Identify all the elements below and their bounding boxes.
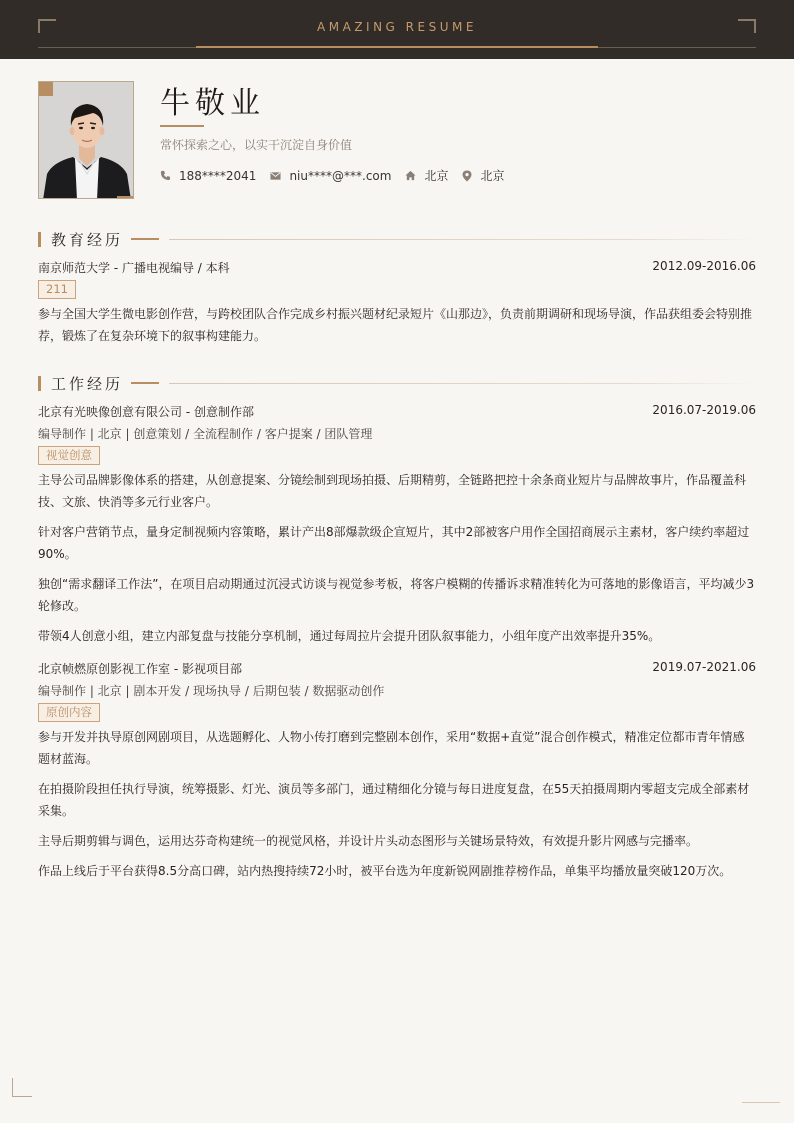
portrait-image bbox=[39, 82, 134, 199]
work-tag: 原创内容 bbox=[38, 703, 100, 722]
candidate-motto: 常怀探索之心，以实干沉淀自身价值 bbox=[160, 138, 353, 152]
work-bullet: 主导后期剪辑与调色，运用达芬奇构建统一的视觉风格，并设计片头动态图形与关键场景特效，有效提升影片网感与完播率。 bbox=[38, 834, 699, 848]
phone-icon bbox=[160, 170, 171, 181]
email-text: niu****@***.com bbox=[289, 168, 392, 183]
education-dates: 2012.09-2016.06 bbox=[652, 259, 756, 273]
work-tag: 视觉创意 bbox=[38, 446, 100, 465]
section-title-work bbox=[38, 373, 756, 393]
work-bullet: 针对客户营销节点，量身定制视频内容策略，累计产出8部爆款级企宣短片，其中2部被客户用作全国招商展示主素材，客户续约率超过90%。 bbox=[38, 525, 750, 561]
education-school: 南京师范大学 - 广播电视编导 / 本科 bbox=[38, 261, 230, 275]
contact-location bbox=[462, 167, 504, 184]
profile-photo bbox=[38, 81, 134, 199]
work-dates: 2016.07-2019.06 bbox=[652, 403, 756, 417]
section-title-line bbox=[169, 239, 756, 240]
work-entry-header bbox=[38, 403, 756, 420]
name-underline bbox=[160, 125, 204, 127]
photo-corner-ornament-bottom bbox=[117, 196, 133, 198]
banner-tagline: AMAZING RESUME bbox=[317, 20, 477, 34]
education-description: 参与全国大学生微电影创作营，与跨校团队合作完成乡村振兴题材纪录短片《山那边》，负责前期调研和现场导演，作品获组委会特别推荐，锻炼了在复杂环境下的叙事构建能力。 bbox=[38, 307, 753, 343]
contact-email bbox=[270, 169, 391, 183]
work-entry-header bbox=[38, 660, 756, 677]
candidate-name: 牛敬业 bbox=[160, 86, 265, 121]
work-company: 北京有光映像创意有限公司 - 创意制作部 bbox=[38, 405, 254, 419]
page-corner-ornament-bottom-right bbox=[742, 1102, 780, 1103]
section-title-label: 教育经历 bbox=[51, 230, 124, 249]
resume-banner bbox=[0, 0, 794, 59]
location-pin-icon bbox=[462, 170, 472, 182]
section-title-dash bbox=[131, 382, 159, 384]
home-text: 北京 bbox=[424, 169, 449, 183]
work-bullet: 在拍摄阶段担任执行导演，统筹摄影、灯光、演员等多部门，通过精细化分镜与每日进度复盘，在55天拍摄周期内零超支完成全部素材采集。 bbox=[38, 782, 750, 818]
photo-corner-ornament bbox=[39, 82, 53, 96]
work-company: 北京帧燃原创影视工作室 - 影视项目部 bbox=[38, 662, 242, 676]
section-title-label: 工作经历 bbox=[51, 374, 124, 393]
contact-list bbox=[160, 167, 518, 184]
work-role-summary: 编导制作 | 北京 | 创意策划 / 全流程制作 / 客户提案 / 团队管理 bbox=[38, 427, 373, 441]
work-dates: 2019.07-2021.06 bbox=[652, 660, 756, 674]
phone-text: 188****2041 bbox=[179, 168, 257, 183]
page-corner-ornament-bottom-left bbox=[12, 1078, 32, 1097]
work-bullet: 作品上线后于平台获得8.5分高口碑，站内热搜持续72小时，被平台选为年度新锐网剧推荐榜作品，单集平均播放量突破120万次。 bbox=[38, 864, 732, 878]
section-title-dash bbox=[131, 238, 159, 240]
mail-icon bbox=[270, 171, 281, 181]
section-title-bar bbox=[38, 232, 41, 247]
work-bullet: 参与开发并执导原创网剧项目，从选题孵化、人物小传打磨到完整剧本创作，采用“数据+直觉”混合创作模式，精准定位都市青年情感题材蓝海。 bbox=[38, 730, 745, 766]
section-title-education bbox=[38, 229, 756, 249]
work-bullet: 主导公司品牌影像体系的搭建，从创意提案、分镜绘制到现场拍摄、后期精剪，全链路把控十余条商业短片与品牌故事片，作品覆盖科技、文旅、快消等多元行业客户。 bbox=[38, 473, 747, 509]
section-title-line bbox=[169, 383, 756, 384]
location-text: 北京 bbox=[480, 169, 505, 183]
contact-phone bbox=[160, 169, 256, 183]
work-bullet: 独创“需求翻译工作法”，在项目启动期通过沉浸式访谈与视觉参考板，将客户模糊的传播诉求精准转化为可落地的影像语言，平均减少3轮修改。 bbox=[38, 577, 755, 613]
education-entry-header bbox=[38, 259, 756, 276]
education-tag: 211 bbox=[38, 280, 76, 299]
contact-home bbox=[405, 167, 448, 184]
work-role-summary: 编导制作 | 北京 | 剧本开发 / 现场执导 / 后期包装 / 数据驱动创作 bbox=[38, 684, 385, 698]
home-icon bbox=[405, 170, 416, 181]
section-title-bar bbox=[38, 376, 41, 391]
banner-divider-accent bbox=[196, 46, 598, 48]
work-bullet: 带领4人创意小组，建立内部复盘与技能分享机制，通过每周拉片会提升团队叙事能力，小组年度产出效率提升35%。 bbox=[38, 629, 661, 643]
